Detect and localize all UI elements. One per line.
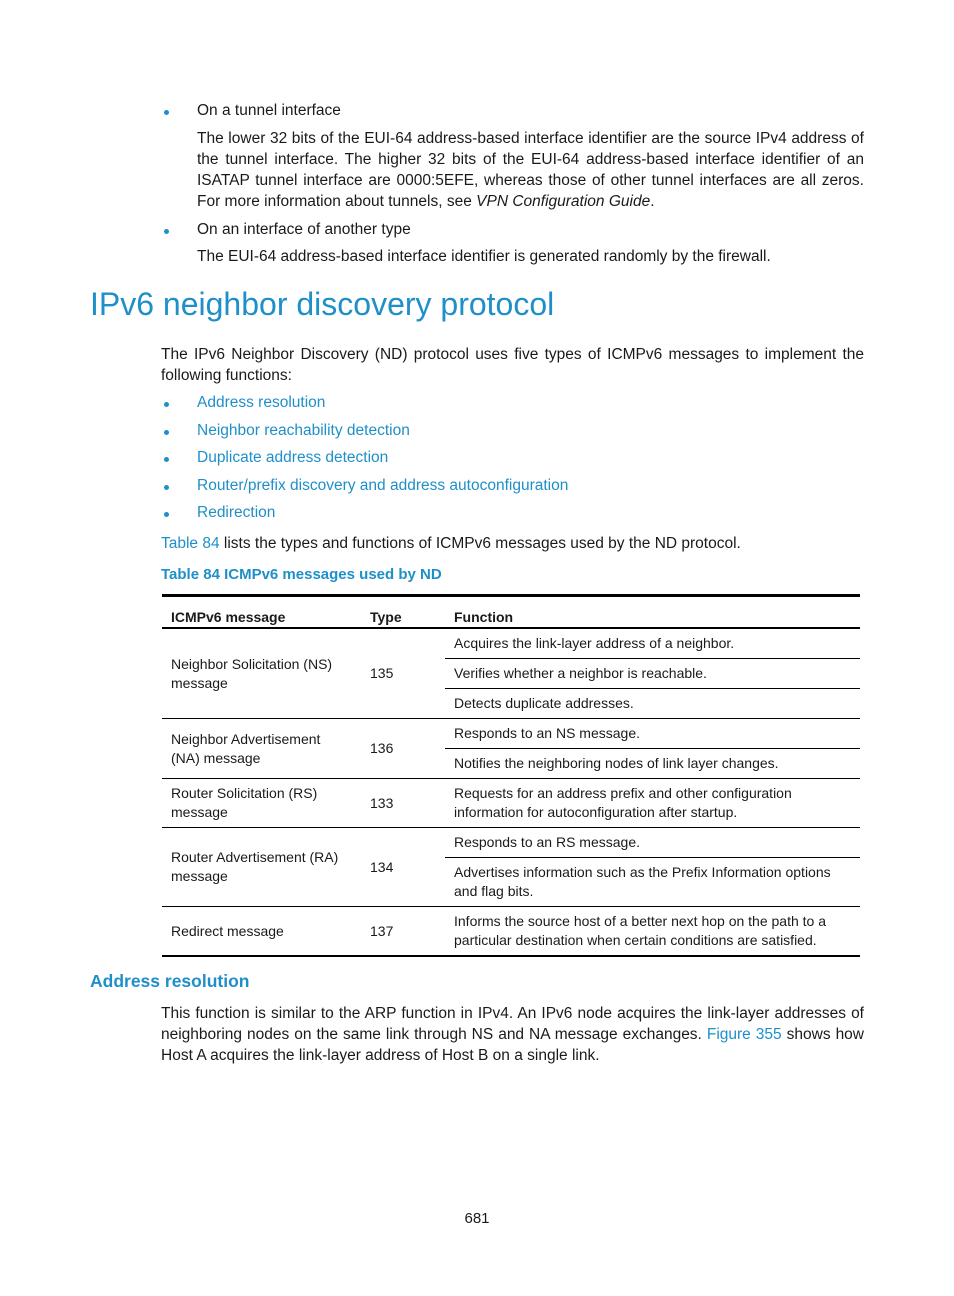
body-text: The lower 32 bits of the EUI-64 address-based interface identifier are the source IPv4 address of the tunnel interface. The higher 32 bits of the EUI-64 address-based interface identifier of an ISATAP tunnel interface are 0000:5EFE, whereas those of other tunnel interfaces are all zeros. For more information about tunnels, see xyxy=(197,130,864,210)
bullet-icon xyxy=(164,485,169,490)
table-row xyxy=(162,628,860,659)
message-cell: Neighbor Solicitation (NS) message xyxy=(162,628,361,719)
page-number: 681 xyxy=(464,1210,490,1227)
type-cell: 137 xyxy=(361,907,445,957)
table-ref-text: lists the types and functions of ICMPv6 messages used by the ND protocol. xyxy=(219,535,741,552)
table-header-row xyxy=(162,596,860,629)
link-neighbor-reachability[interactable]: Neighbor reachability detection xyxy=(197,422,410,439)
function-cell: Acquires the link-layer address of a neighbor. xyxy=(445,628,860,659)
table-row xyxy=(162,907,860,957)
column-header: Type xyxy=(361,596,445,629)
link-redirection[interactable]: Redirection xyxy=(197,504,276,521)
table-caption: Table 84 ICMPv6 messages used by ND xyxy=(161,566,442,583)
section-intro: The IPv6 Neighbor Discovery (ND) protocol uses five types of ICMPv6 messages to implement the following functions: xyxy=(161,346,864,384)
table-reference-sentence xyxy=(161,533,741,554)
bullet-icon xyxy=(164,110,169,115)
body-text-end: shows how Host A acquires the link-layer address of Host B on a single link. xyxy=(161,1026,865,1064)
function-cell: Verifies whether a neighbor is reachable. xyxy=(445,659,860,689)
message-cell: Neighbor Advertisement (NA) message xyxy=(162,719,361,779)
guide-reference: VPN Configuration Guide xyxy=(476,193,651,210)
link-duplicate-address[interactable]: Duplicate address detection xyxy=(197,449,389,466)
section-title: IPv6 neighbor discovery protocol xyxy=(90,286,555,322)
type-cell: 135 xyxy=(361,628,445,719)
list-item-label: On an interface of another type xyxy=(197,221,411,238)
subsection-title: Address resolution xyxy=(90,971,250,991)
link-router-prefix[interactable]: Router/prefix discovery and address autoconfiguration xyxy=(197,477,569,494)
message-cell: Router Solicitation (RS) message xyxy=(162,779,361,828)
type-cell: 134 xyxy=(361,828,445,907)
icmpv6-table xyxy=(162,594,860,957)
function-cell: Informs the source host of a better next hop on the path to a particular destination when certain conditions are satisfied. xyxy=(445,907,860,957)
body-text-end: . xyxy=(650,193,655,210)
function-cell: Notifies the neighboring nodes of link layer changes. xyxy=(445,749,860,779)
table-row xyxy=(162,779,860,828)
function-cell: Advertises information such as the Prefix Information options and flag bits. xyxy=(445,858,860,907)
function-cell: Responds to an NS message. xyxy=(445,719,860,749)
bullet-icon xyxy=(164,430,169,435)
table-84-link[interactable]: Table 84 xyxy=(161,535,220,552)
table-row xyxy=(162,828,860,858)
type-cell: 136 xyxy=(361,719,445,779)
type-cell: 133 xyxy=(361,779,445,828)
figure-355-link[interactable]: Figure 355 xyxy=(706,1026,782,1043)
column-header: ICMPv6 message xyxy=(162,596,361,629)
list-item-body: The EUI-64 address-based interface identifier is generated randomly by the firewall. xyxy=(197,248,771,265)
bullet-icon xyxy=(164,402,169,407)
body-text: This function is similar to the ARP function in IPv4. An IPv6 node acquires the link-layer addresses of neighboring nodes on the same link through NS and NA message exchanges. xyxy=(161,1005,864,1043)
function-cell: Requests for an address prefix and other configuration information for autoconfiguration after startup. xyxy=(445,779,860,828)
table-row xyxy=(162,719,860,749)
column-header: Function xyxy=(445,596,860,629)
subsection-body xyxy=(161,1003,864,1066)
function-cell: Responds to an RS message. xyxy=(445,828,860,858)
link-address-resolution[interactable]: Address resolution xyxy=(197,394,326,411)
list-item-body xyxy=(197,128,864,212)
message-cell: Router Advertisement (RA) message xyxy=(162,828,361,907)
list-item-label: On a tunnel interface xyxy=(197,102,341,119)
bullet-icon xyxy=(164,229,169,234)
bullet-icon xyxy=(164,457,169,462)
function-cell: Detects duplicate addresses. xyxy=(445,689,860,719)
bullet-icon xyxy=(164,512,169,517)
message-cell: Redirect message xyxy=(162,907,361,957)
